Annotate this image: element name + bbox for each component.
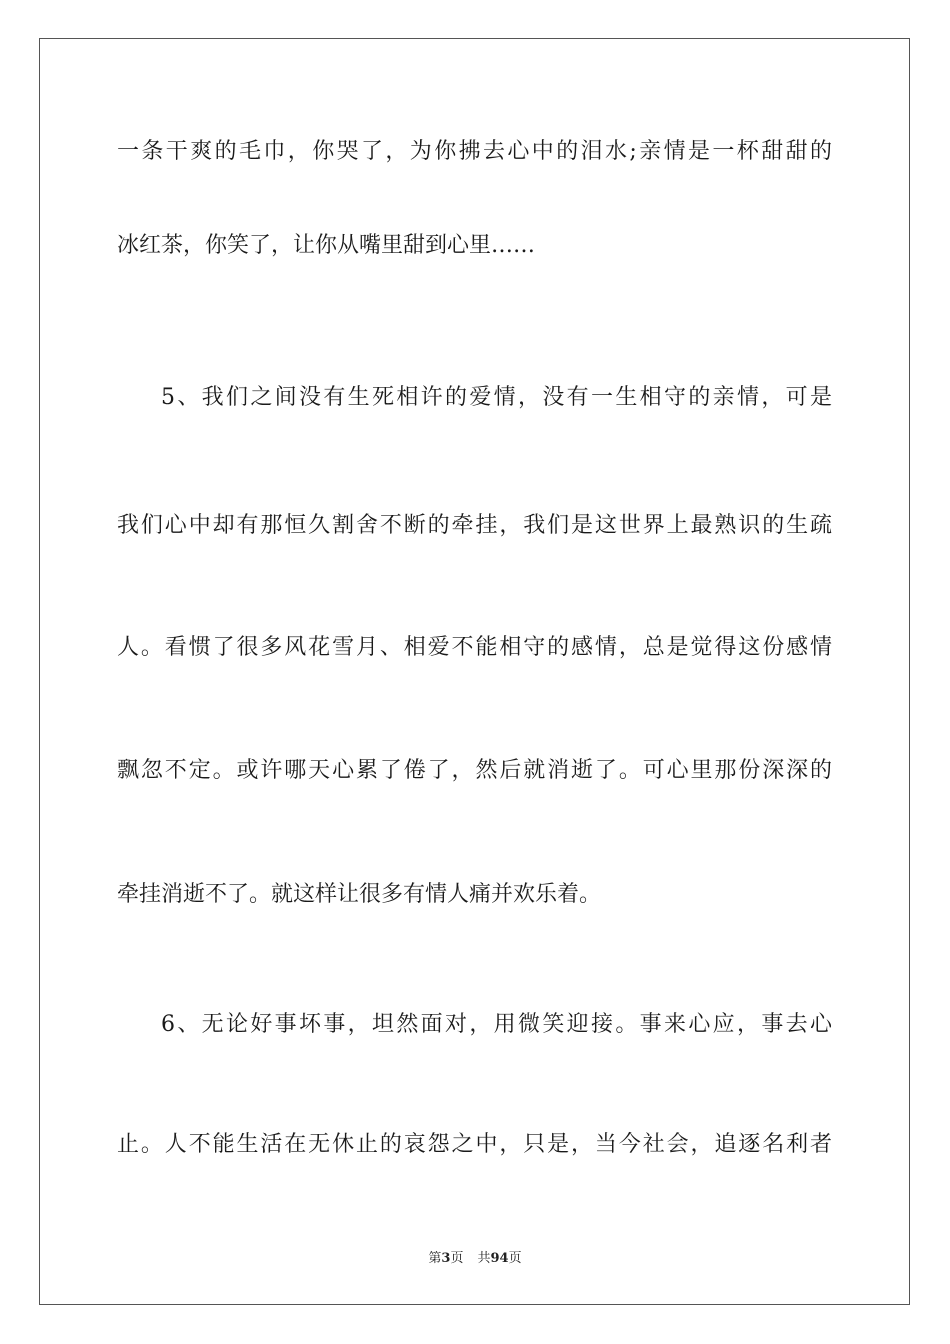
text-line: 一条干爽的毛巾，你哭了，为你拂去心中的泪水;亲情是一杯甜甜的 bbox=[117, 139, 832, 164]
text-line: 牵挂消逝不了。就这样让很多有情人痛并欢乐着。 bbox=[117, 882, 602, 907]
page-border bbox=[39, 38, 910, 1305]
text-line: 5、我们之间没有生死相许的爱情，没有一生相守的亲情，可是 bbox=[161, 385, 832, 410]
page-prefix: 第 bbox=[428, 1251, 442, 1266]
text-line: 我们心中却有那恒久割舍不断的牵挂，我们是这世界上最熟识的生疏 bbox=[117, 513, 832, 538]
text-line: 人。看惯了很多风花雪月、相爱不能相守的感情，总是觉得这份感情 bbox=[117, 635, 832, 660]
text-line: 6、无论好事坏事，坦然面对，用微笑迎接。事来心应，事去心 bbox=[161, 1012, 832, 1037]
page-suffix: 页 bbox=[450, 1251, 464, 1266]
total-pages: 94 bbox=[490, 1251, 509, 1266]
page-number: 3 bbox=[441, 1251, 451, 1266]
text-line: 止。人不能生活在无休止的哀怨之中，只是，当今社会，追逐名利者 bbox=[117, 1132, 832, 1157]
total-suffix: 页 bbox=[508, 1251, 522, 1266]
total-prefix: 共 bbox=[477, 1251, 491, 1266]
page-footer bbox=[0, 1247, 950, 1266]
text-line: 飘忽不定。或许哪天心累了倦了，然后就消逝了。可心里那份深深的 bbox=[117, 758, 832, 783]
text-line: 冰红茶，你笑了，让你从嘴里甜到心里…… bbox=[117, 233, 536, 258]
